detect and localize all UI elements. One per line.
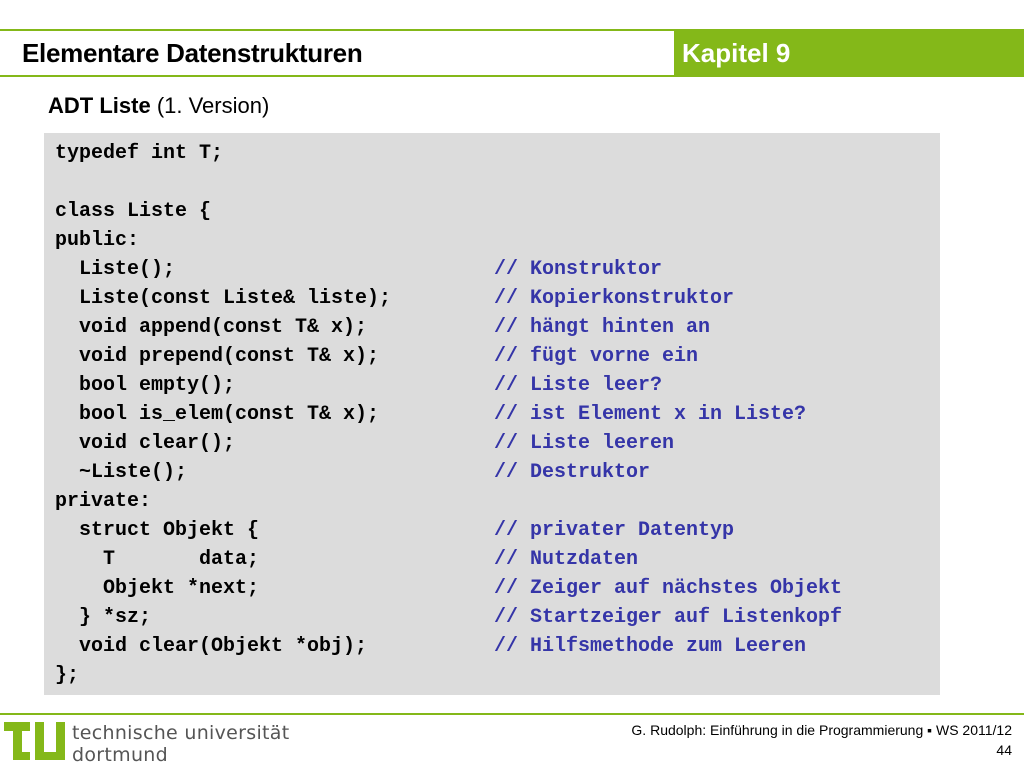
code-comment: // Zeiger auf nächstes Objekt <box>494 577 843 600</box>
code-comment: // Destruktor <box>494 461 651 484</box>
footer-rule <box>0 713 1024 715</box>
tu-logo-icon <box>4 720 66 764</box>
code-line: T data; <box>55 548 260 571</box>
code-line: Liste(); <box>55 258 176 281</box>
university-name <box>72 722 290 766</box>
code-line: }; <box>55 664 80 687</box>
code-line: Liste(const Liste& liste); <box>55 287 392 310</box>
code-comment: // Hilfsmethode zum Leeren <box>494 635 807 658</box>
code-comment: // Kopierkonstruktor <box>494 287 735 310</box>
slide-title: Elementare Datenstrukturen <box>22 38 363 68</box>
code-line: private: <box>55 490 152 513</box>
code-line: bool empty(); <box>55 374 236 397</box>
code-line: } *sz; <box>55 606 152 629</box>
code-comment: // fügt vorne ein <box>494 345 699 368</box>
section-heading <box>48 93 269 119</box>
code-line: void prepend(const T& x); <box>55 345 380 368</box>
header-rule <box>0 75 1024 77</box>
code-line: void clear(Objekt *obj); <box>55 635 368 658</box>
code-comment: // Startzeiger auf Listenkopf <box>494 606 843 629</box>
code-line: struct Objekt { <box>55 519 260 542</box>
code-comment: // Nutzdaten <box>494 548 639 571</box>
page-number: 44 <box>996 742 1012 758</box>
section-heading-bold: ADT Liste <box>48 93 151 118</box>
code-comment: // Liste leer? <box>494 374 663 397</box>
code-line: class Liste { <box>55 200 212 223</box>
code-line: Objekt *next; <box>55 577 260 600</box>
code-line: public: <box>55 229 140 252</box>
code-line: typedef int T; <box>55 142 224 165</box>
code-comment: // Liste leeren <box>494 432 675 455</box>
university-line2: dortmund <box>72 744 168 766</box>
code-line: bool is_elem(const T& x); <box>55 403 380 426</box>
code-comment: // ist Element x in Liste? <box>494 403 807 426</box>
chapter-label: Kapitel 9 <box>682 38 791 68</box>
code-line: ~Liste(); <box>55 461 188 484</box>
code-comment: // privater Datentyp <box>494 519 735 542</box>
code-line: void clear(); <box>55 432 236 455</box>
code-comment: // Konstruktor <box>494 258 663 281</box>
footer-credit: G. Rudolph: Einführung in die Programmierung ▪ WS 2011/12 <box>631 722 1012 738</box>
university-line1: technische universität <box>72 722 290 744</box>
section-heading-rest: (1. Version) <box>156 93 270 118</box>
code-line: void append(const T& x); <box>55 316 368 339</box>
code-comment: // hängt hinten an <box>494 316 711 339</box>
